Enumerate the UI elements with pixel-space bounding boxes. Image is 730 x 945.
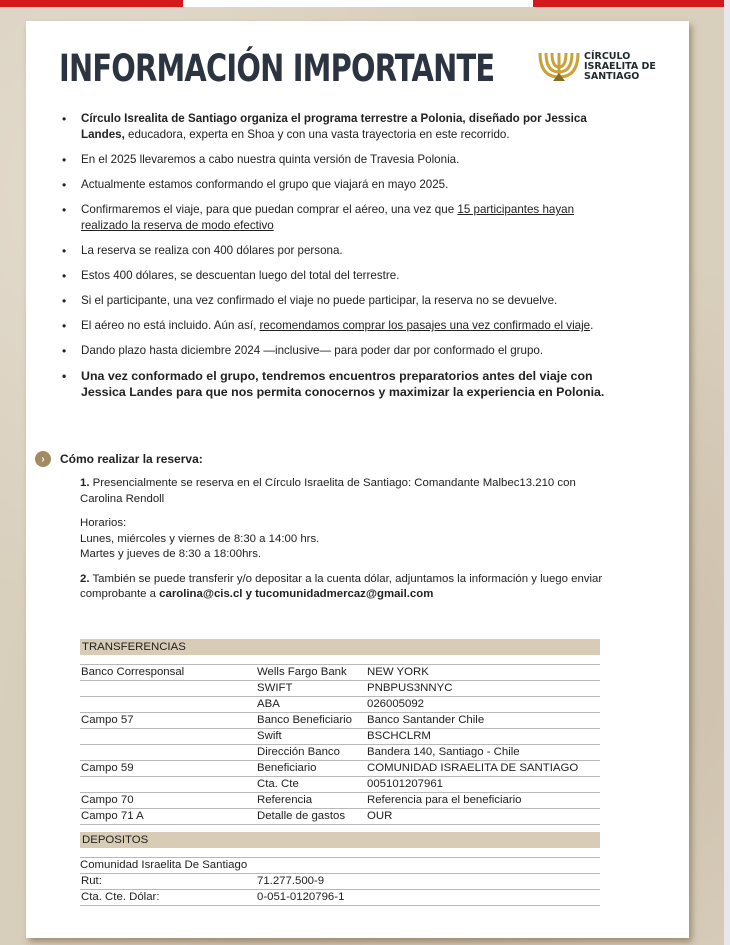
- transfers-table: [80, 639, 600, 825]
- field-label: SWIFT: [257, 682, 293, 694]
- table-row: [80, 665, 600, 681]
- bullet-text: .: [590, 319, 594, 332]
- hours-label: Horarios:: [80, 517, 127, 529]
- bullet-text: educadora, experta en Shoa y con una vasta trayectoria en este recorrido.: [124, 128, 510, 141]
- reservation-steps: [80, 476, 620, 612]
- table-header: DEPOSITOS: [80, 832, 600, 848]
- field-label: Referencia: [257, 794, 313, 806]
- document-page: [26, 21, 689, 938]
- table-header: TRANSFERENCIAS: [80, 639, 600, 655]
- info-bullet-list: [62, 111, 622, 409]
- field-value: Bandera 140, Santiago - Chile: [367, 746, 520, 758]
- list-item: [62, 202, 622, 234]
- field-value: OUR: [367, 810, 393, 822]
- field-code: Campo 59: [81, 762, 134, 774]
- logo-line: SANTIAGO: [584, 71, 640, 82]
- bullet-text: Dando plazo hasta diciembre 2024 —inclusive— para poder dar por conformado el grupo.: [81, 344, 544, 357]
- field-value: PNBPUS3NNYC: [367, 682, 453, 694]
- bullet-underlined-text: 15 participantes hayan realizado la reserva de modo efectivo: [81, 203, 575, 232]
- table-row: [80, 745, 600, 761]
- field-code: [80, 745, 257, 760]
- field-value: COMUNIDAD ISRAELITA DE SANTIAGO: [367, 762, 579, 774]
- bullet-underlined-text: recomendamos comprar los pasajes una vez confirmado el viaje: [259, 319, 591, 332]
- field-code: [80, 681, 257, 696]
- field-code: [80, 729, 257, 744]
- list-item: [62, 243, 622, 259]
- table-row: [80, 890, 600, 906]
- bullet-text: Confirmaremos el viaje, para que puedan comprar el aéreo, una vez que: [81, 203, 458, 216]
- table-row: [80, 761, 600, 777]
- field-code: Campo 57: [81, 714, 134, 726]
- section-title: Cómo realizar la reserva:: [60, 452, 203, 466]
- table-row: [80, 713, 600, 729]
- field-code: Campo 71 A: [81, 810, 144, 822]
- field-label: Wells Fargo Bank: [257, 666, 347, 678]
- hours-line: Lunes, miércoles y viernes de 8:30 a 14:00 hrs.: [80, 532, 320, 545]
- hours-line: Martes y jueves de 8:30 a 18:00hrs.: [80, 548, 262, 560]
- list-item: [62, 293, 622, 309]
- field-label: Beneficiario: [257, 762, 317, 774]
- list-item: [62, 343, 622, 359]
- logo-line: CÍRCULO: [584, 51, 631, 62]
- bullet-text: Actualmente estamos conformando el grupo que viajará en mayo 2025.: [81, 178, 449, 191]
- bullet-text: El aéreo no está incluido. Aún así,: [81, 319, 260, 332]
- step-number: 1.: [80, 477, 90, 489]
- chevron-right-icon: ›: [35, 451, 51, 467]
- field-label: Swift: [257, 730, 282, 742]
- table-row: [80, 809, 600, 825]
- bullet-text: Estos 400 dólares, se descuentan luego del total del terrestre.: [81, 269, 400, 282]
- deposit-account-name: Comunidad Israelita De Santiago: [80, 859, 248, 871]
- field-value: 026005092: [367, 698, 425, 710]
- field-value: BSCHCLRM: [367, 730, 431, 742]
- field-label: Dirección Banco: [257, 746, 340, 758]
- table-row: [80, 874, 600, 890]
- list-item: [62, 318, 622, 334]
- reservation-section-heading: [35, 451, 203, 467]
- bullet-text: Si el participante, una vez confirmado el viaje no puede participar, la reserva no se devuelve.: [81, 294, 558, 307]
- page-title: INFORMACIÓN IMPORTANTE: [59, 47, 495, 90]
- field-code: Banco Corresponsal: [81, 666, 185, 678]
- top-white-bar: [183, 0, 533, 7]
- logo-line: ISRAELITA DE: [584, 61, 656, 72]
- logo-text: [584, 52, 656, 82]
- field-value: 0-051-0120796-1: [257, 891, 345, 903]
- field-label: Detalle de gastos: [257, 810, 346, 822]
- field-code: [80, 697, 257, 712]
- step-number: 2.: [80, 572, 90, 585]
- field-label: ABA: [257, 698, 280, 710]
- step-text: Presencialmente se reserva en el Círculo Israelita de Santiago: Comandante Malbec13.210 con Carolina Rendoll: [80, 477, 576, 505]
- bullet-text: En el 2025 llevaremos a cabo nuestra quinta versión de Travesia Polonia.: [81, 153, 460, 166]
- field-value: NEW YORK: [367, 666, 429, 678]
- field-code: [80, 777, 257, 792]
- list-item: [62, 268, 622, 284]
- list-item: [62, 177, 622, 193]
- contact-emails: carolina@cis.cl y tucomunidadmercaz@gmail.com: [159, 588, 434, 600]
- field-value: 71.277.500-9: [257, 875, 325, 887]
- menorah-logo-icon: [538, 51, 580, 83]
- table-row: [80, 858, 600, 874]
- top-red-bar-left: [0, 0, 183, 7]
- list-item: [62, 152, 622, 168]
- list-item: [62, 111, 622, 143]
- field-label: Cta. Cte: [257, 778, 299, 790]
- field-label: Rut:: [81, 875, 102, 887]
- step-2: [80, 572, 620, 603]
- bullet-text: La reserva se realiza con 400 dólares por persona.: [81, 244, 343, 257]
- bullet-bold-text: Una vez conformado el grupo, tendremos encuentros preparatorios antes del viaje con Jessica Landes para que nos permita conocernos y maximizar la experiencia en Polonia.: [81, 369, 605, 399]
- step-1: [80, 476, 620, 507]
- table-row: [80, 729, 600, 745]
- step-text: También se puede transferir y/o depositar a la cuenta dólar, adjuntamos la información y luego enviar comprobante a: [80, 572, 603, 600]
- table-row: [80, 697, 600, 713]
- table-row: [80, 777, 600, 793]
- field-label: Cta. Cte. Dólar:: [81, 891, 160, 903]
- scrollbar-track[interactable]: [724, 0, 730, 945]
- bullet-bold-text: Círculo Isrealita de Santiago organiza el programa terrestre a Polonia, diseñado por Jessica Landes,: [81, 112, 587, 141]
- deposits-table: [80, 832, 600, 906]
- top-red-bar-right: [533, 0, 725, 7]
- field-value: Banco Santander Chile: [367, 714, 485, 726]
- field-value: Referencia para el beneficiario: [367, 794, 522, 806]
- field-label: Banco Beneficiario: [257, 714, 352, 726]
- list-item: [62, 368, 622, 400]
- table-row: [80, 793, 600, 809]
- field-value: 005101207961: [367, 778, 444, 790]
- logo: [538, 51, 656, 83]
- field-code: Campo 70: [81, 794, 134, 806]
- hours: [80, 516, 620, 563]
- table-row: [80, 681, 600, 697]
